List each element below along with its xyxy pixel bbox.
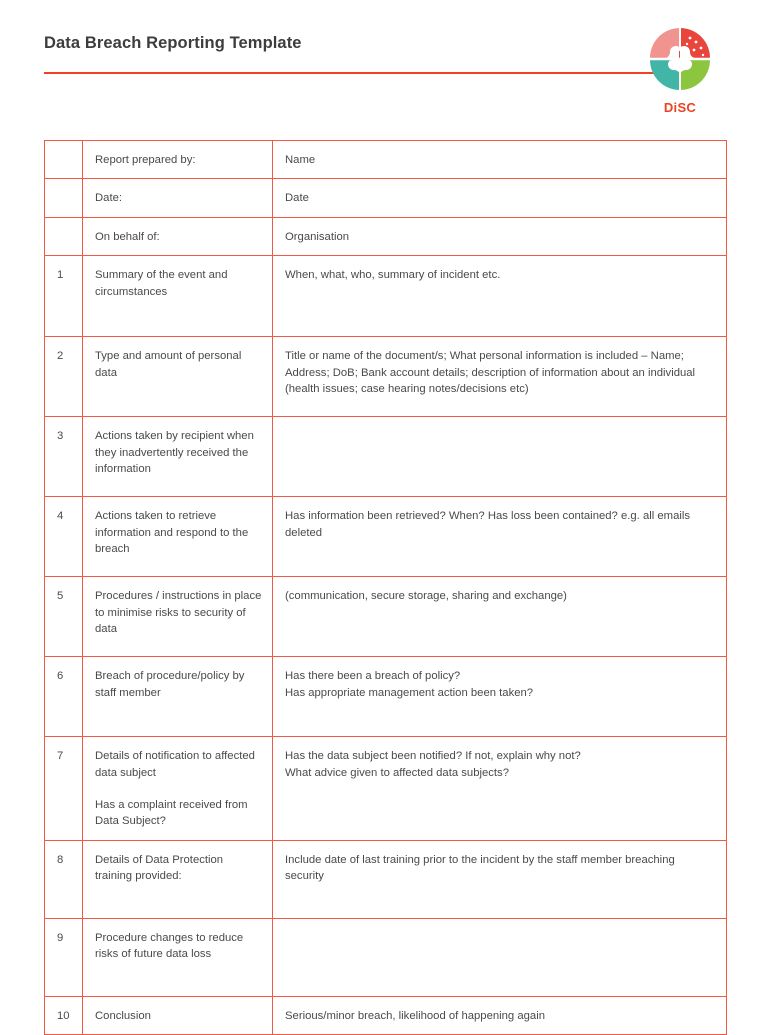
- row-number: 10: [45, 996, 83, 1034]
- row-value[interactable]: Serious/minor breach, likelihood of happening again: [273, 996, 727, 1034]
- row-value-line: Has there been a breach of policy?: [285, 670, 461, 683]
- row-label: On behalf of:: [83, 217, 273, 255]
- row-value-line: Has the data subject been notified? If not, explain why not?: [285, 750, 581, 763]
- row-number: 5: [45, 577, 83, 657]
- row-label: Procedure changes to reduce risks of future data loss: [83, 918, 273, 996]
- row-label: Actions taken by recipient when they inadvertently received the information: [83, 417, 273, 497]
- table-row: [45, 577, 727, 657]
- row-label: [83, 737, 273, 841]
- row-label: Type and amount of personal data: [83, 337, 273, 417]
- row-number: 4: [45, 497, 83, 577]
- row-number: 3: [45, 417, 83, 497]
- row-value[interactable]: Organisation: [273, 217, 727, 255]
- row-value-line: What advice given to affected data subjects?: [285, 766, 509, 779]
- row-number: [45, 141, 83, 179]
- row-value[interactable]: [273, 417, 727, 497]
- row-label-sub: Has a complaint received from Data Subject?: [95, 798, 248, 828]
- row-value-line: Has appropriate management action been taken?: [285, 686, 534, 699]
- row-value[interactable]: [273, 918, 727, 996]
- row-value[interactable]: [273, 737, 727, 841]
- row-number: 9: [45, 918, 83, 996]
- row-label: Conclusion: [83, 996, 273, 1034]
- table-row: [45, 217, 727, 255]
- table-row: [45, 840, 727, 918]
- row-number: [45, 217, 83, 255]
- table-row: [45, 657, 727, 737]
- row-value[interactable]: Name: [273, 141, 727, 179]
- table-row: [45, 337, 727, 417]
- table-row: [45, 996, 727, 1034]
- row-label: Report prepared by:: [83, 141, 273, 179]
- document-header: [0, 0, 770, 115]
- row-label: Procedures / instructions in place to minimise risks to security of data: [83, 577, 273, 657]
- row-number: 8: [45, 840, 83, 918]
- table-row: [45, 737, 727, 841]
- row-value[interactable]: (communication, secure storage, sharing and exchange): [273, 577, 727, 657]
- logo: [632, 24, 728, 120]
- breach-report-table: [44, 140, 726, 1035]
- disc-puzzle-logo-icon: [632, 24, 728, 104]
- page-title: Data Breach Reporting Template: [44, 34, 302, 52]
- row-label: Details of Data Protection training provided:: [83, 840, 273, 918]
- table-row: [45, 256, 727, 337]
- row-label: Date:: [83, 179, 273, 217]
- table-row: [45, 918, 727, 996]
- table-row: [45, 497, 727, 577]
- row-number: [45, 179, 83, 217]
- row-value[interactable]: Title or name of the document/s; What personal information is included – Name; Address; DoB; Bank account details; description of information about an individual (health issues; case hearing notes/decisions etc): [273, 337, 727, 417]
- logo-text: DiSC: [663, 100, 697, 115]
- row-number: 7: [45, 737, 83, 841]
- row-label-main: Details of notification to affected data subject: [95, 750, 255, 779]
- row-value[interactable]: When, what, who, summary of incident etc.: [273, 256, 727, 337]
- row-value[interactable]: Date: [273, 179, 727, 217]
- row-value[interactable]: Has information been retrieved? When? Has loss been contained? e.g. all emails deleted: [273, 497, 727, 577]
- row-label: Breach of procedure/policy by staff member: [83, 657, 273, 737]
- row-value[interactable]: [273, 657, 727, 737]
- row-label: Actions taken to retrieve information and respond to the breach: [83, 497, 273, 577]
- row-number: 6: [45, 657, 83, 737]
- row-value[interactable]: Include date of last training prior to the incident by the staff member breaching security: [273, 840, 727, 918]
- row-number: 2: [45, 337, 83, 417]
- table-row: [45, 141, 727, 179]
- row-number: 1: [45, 256, 83, 337]
- row-label: Summary of the event and circumstances: [83, 256, 273, 337]
- title-divider: [44, 72, 682, 74]
- table-row: [45, 179, 727, 217]
- table-row: [45, 417, 727, 497]
